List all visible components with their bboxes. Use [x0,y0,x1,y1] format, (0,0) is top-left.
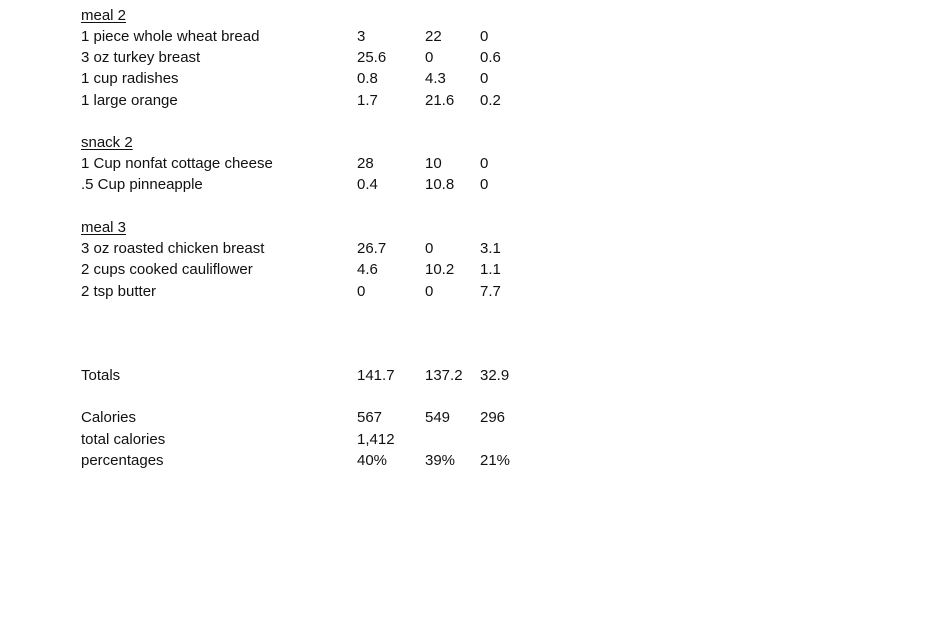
food-row [0,68,930,89]
food-label: 1 Cup nonfat cottage cheese [81,155,273,172]
value-col-1: 4.6 [357,261,378,278]
value-col-2: 10.2 [425,261,455,278]
section-heading-row [0,5,930,26]
food-row [0,90,930,111]
section-heading: snack 2 [81,134,133,151]
value-col-1: 0 [357,283,366,300]
percentages-col-1: 40% [357,452,388,469]
total-calories-row [0,429,930,450]
calories-col-1: 567 [357,409,383,426]
value-col-1: 0.8 [357,70,378,87]
value-col-2: 0 [425,283,434,300]
value-col-3: 1.1 [480,261,501,278]
value-col-2: 10 [425,155,442,172]
total-calories-label: total calories [81,431,166,448]
food-label: 2 tsp butter [81,283,157,300]
totals-col-2: 137.2 [425,367,463,384]
value-col-2: 0 [425,240,434,257]
value-col-3: 0 [480,70,489,87]
value-col-2: 21.6 [425,92,455,109]
percentages-col-2: 39% [425,452,456,469]
total-calories-value: 1,412 [357,431,395,448]
value-col-3: 0 [480,28,489,45]
food-row [0,238,930,259]
totals-row [0,365,930,386]
food-label: 1 large orange [81,92,178,109]
section-heading-row [0,132,930,153]
food-row [0,174,930,195]
value-col-3: 0.2 [480,92,501,109]
calories-label: Calories [81,409,137,426]
percentages-label: percentages [81,452,164,469]
value-col-1: 0.4 [357,176,378,193]
value-col-3: 0 [480,176,489,193]
totals-col-1: 141.7 [357,367,395,384]
value-col-2: 22 [425,28,442,45]
value-col-2: 4.3 [425,70,446,87]
food-row [0,26,930,47]
calories-col-3: 296 [480,409,506,426]
value-col-1: 28 [357,155,374,172]
value-col-3: 0.6 [480,49,501,66]
food-label: 3 oz roasted chicken breast [81,240,265,257]
percentages-col-3: 21% [480,452,511,469]
food-row [0,47,930,68]
food-row [0,259,930,280]
food-label: 2 cups cooked cauliflower [81,261,253,278]
calories-row [0,407,930,428]
section-heading-row [0,217,930,238]
food-row [0,153,930,174]
value-col-2: 0 [425,49,434,66]
value-col-3: 7.7 [480,283,501,300]
value-col-1: 26.7 [357,240,387,257]
value-col-1: 25.6 [357,49,387,66]
value-col-1: 1.7 [357,92,378,109]
food-label: 1 piece whole wheat bread [81,28,260,45]
food-label: 3 oz turkey breast [81,49,201,66]
value-col-3: 0 [480,155,489,172]
value-col-3: 3.1 [480,240,501,257]
calories-col-2: 549 [425,409,451,426]
value-col-1: 3 [357,28,366,45]
food-label: .5 Cup pinneapple [81,176,203,193]
food-label: 1 cup radishes [81,70,179,87]
food-row [0,281,930,302]
percentages-row [0,450,930,471]
value-col-2: 10.8 [425,176,455,193]
section-heading: meal 3 [81,219,127,236]
totals-col-3: 32.9 [480,367,510,384]
section-heading: meal 2 [81,7,127,24]
totals-label: Totals [81,367,121,384]
